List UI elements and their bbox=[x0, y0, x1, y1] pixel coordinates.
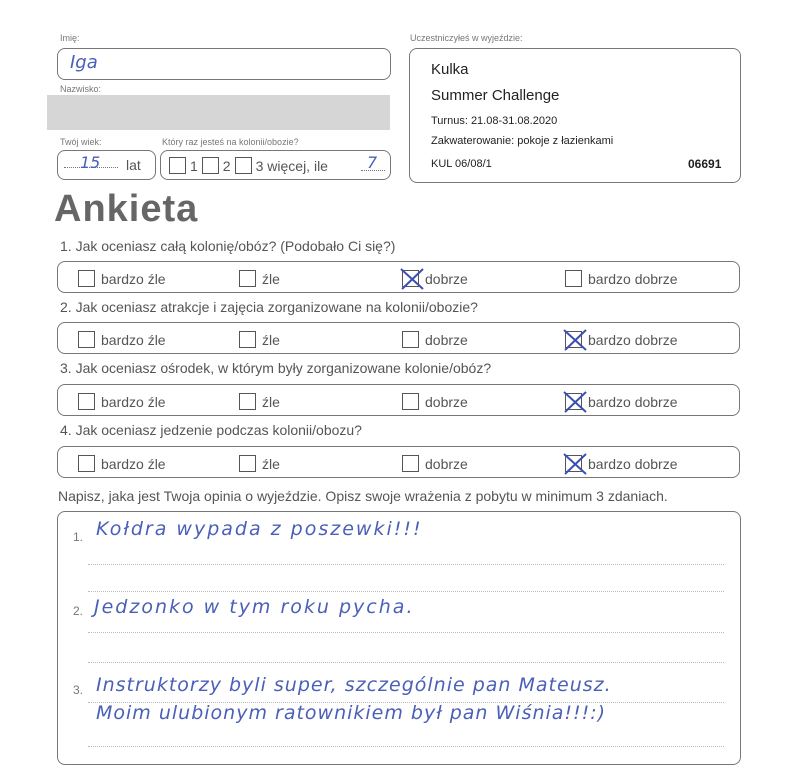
q1-option-4[interactable] bbox=[565, 270, 678, 287]
name-value: Iga bbox=[70, 52, 98, 73]
survey-title: Ankieta bbox=[54, 188, 199, 230]
answer-3-line-2: Moim ulubionym ratownikiem był pan Wiśnia!!!:) bbox=[96, 702, 607, 724]
name-label: Imię: bbox=[60, 33, 80, 43]
checkmark-x-icon bbox=[562, 390, 588, 414]
trip-code: KUL 06/08/1 bbox=[431, 158, 492, 170]
surname-redaction bbox=[47, 95, 390, 130]
question-3: 3. Jak oceniasz ośrodek, w którym były zorganizowane kolonie/obóz? bbox=[60, 360, 492, 376]
age-label: Twój wiek: bbox=[60, 137, 102, 147]
q3-option-3-label: dobrze bbox=[425, 393, 468, 410]
q3-checkbox-2[interactable] bbox=[239, 393, 256, 410]
q4-option-2-label: źle bbox=[262, 455, 280, 472]
q2-checkbox-1[interactable] bbox=[78, 331, 95, 348]
question-4: 4. Jak oceniasz jedzenie podczas kolonii/obozu? bbox=[60, 422, 362, 438]
times-checkbox-3[interactable] bbox=[235, 157, 252, 174]
writing-line bbox=[88, 662, 724, 663]
answer-number-1: 1. bbox=[73, 530, 84, 544]
times-opt1-label: 1 bbox=[190, 157, 198, 174]
q1-option-1[interactable] bbox=[78, 270, 166, 287]
trip-label: Uczestniczyłeś w wyjeździe: bbox=[410, 33, 523, 43]
writing-line bbox=[88, 591, 724, 592]
q4-option-2[interactable] bbox=[239, 455, 280, 472]
q4-checkbox-2[interactable] bbox=[239, 455, 256, 472]
answer-number-2: 2. bbox=[73, 604, 84, 618]
q2-option-1-label: bardzo źle bbox=[101, 331, 166, 348]
q1-option-2-label: źle bbox=[262, 270, 280, 287]
q2-option-1[interactable] bbox=[78, 331, 166, 348]
q4-checkbox-4-checked[interactable] bbox=[565, 455, 582, 472]
checkmark-x-icon bbox=[399, 267, 425, 291]
q3-checkbox-4-checked[interactable] bbox=[565, 393, 582, 410]
q2-option-4-label: bardzo dobrze bbox=[588, 331, 678, 348]
trip-name-2: Summer Challenge bbox=[431, 87, 560, 104]
trip-number: 06691 bbox=[688, 157, 722, 171]
times-label: Który raz jesteś na kolonii/obozie? bbox=[162, 137, 299, 147]
q4-option-4-label: bardzo dobrze bbox=[588, 455, 678, 472]
q2-option-3[interactable] bbox=[402, 331, 468, 348]
rating-row-1 bbox=[57, 261, 740, 293]
writing-line bbox=[88, 564, 724, 565]
name-field[interactable] bbox=[57, 48, 391, 80]
rating-row-4 bbox=[57, 446, 740, 478]
rating-row-3 bbox=[57, 384, 740, 416]
q4-checkbox-3[interactable] bbox=[402, 455, 419, 472]
q2-option-2-label: źle bbox=[262, 331, 280, 348]
writing-line bbox=[88, 746, 724, 747]
q3-option-4-label: bardzo dobrze bbox=[588, 393, 678, 410]
q3-checkbox-3[interactable] bbox=[402, 393, 419, 410]
times-field[interactable] bbox=[160, 150, 391, 180]
trip-accommodation: Zakwaterowanie: pokoje z łazienkami bbox=[431, 135, 614, 147]
q4-checkbox-1[interactable] bbox=[78, 455, 95, 472]
q3-option-4[interactable] bbox=[565, 393, 678, 410]
q2-checkbox-2[interactable] bbox=[239, 331, 256, 348]
q1-option-2[interactable] bbox=[239, 270, 280, 287]
times-count: 7 bbox=[367, 153, 378, 172]
q1-checkbox-4[interactable] bbox=[565, 270, 582, 287]
q3-option-1[interactable] bbox=[78, 393, 166, 410]
q1-option-1-label: bardzo źle bbox=[101, 270, 166, 287]
age-field[interactable] bbox=[57, 150, 156, 180]
opinion-box[interactable] bbox=[57, 511, 741, 765]
q4-option-1-label: bardzo źle bbox=[101, 455, 166, 472]
q1-checkbox-3-checked[interactable] bbox=[402, 270, 419, 287]
q4-option-4[interactable] bbox=[565, 455, 678, 472]
trip-info-box bbox=[409, 48, 741, 183]
q3-option-3[interactable] bbox=[402, 393, 468, 410]
checkmark-x-icon bbox=[562, 328, 588, 352]
question-1: 1. Jak oceniasz całą kolonię/obóz? (Podobało Ci się?) bbox=[60, 238, 396, 254]
trip-name-1: Kulka bbox=[431, 61, 469, 78]
q4-option-3-label: dobrze bbox=[425, 455, 468, 472]
q3-option-1-label: bardzo źle bbox=[101, 393, 166, 410]
q1-checkbox-1[interactable] bbox=[78, 270, 95, 287]
answer-2: Jedzonko w tym roku pycha. bbox=[94, 596, 415, 618]
answer-1: Kołdra wypada z poszewki!!! bbox=[96, 518, 423, 540]
q1-checkbox-2[interactable] bbox=[239, 270, 256, 287]
age-value: 15 bbox=[80, 153, 101, 172]
q1-option-4-label: bardzo dobrze bbox=[588, 270, 678, 287]
times-checkbox-1[interactable] bbox=[169, 157, 186, 174]
writing-line bbox=[88, 632, 724, 633]
rating-row-2 bbox=[57, 322, 740, 354]
q1-option-3[interactable] bbox=[402, 270, 468, 287]
times-options bbox=[169, 157, 328, 174]
q2-option-2[interactable] bbox=[239, 331, 280, 348]
opinion-prompt: Napisz, jaka jest Twoja opinia o wyjeździe. Opisz swoje wrażenia z pobytu w minimum 3 zdaniach. bbox=[58, 488, 668, 504]
q1-option-3-label: dobrze bbox=[425, 270, 468, 287]
checkmark-x-icon bbox=[562, 452, 588, 476]
q2-option-4[interactable] bbox=[565, 331, 678, 348]
q4-option-3[interactable] bbox=[402, 455, 468, 472]
times-opt3-label: 3 więcej, ile bbox=[255, 157, 328, 174]
q4-option-1[interactable] bbox=[78, 455, 166, 472]
surname-label: Nazwisko: bbox=[60, 84, 102, 94]
question-2: 2. Jak oceniasz atrakcje i zajęcia zorganizowane na kolonii/obozie? bbox=[60, 299, 478, 315]
q3-checkbox-1[interactable] bbox=[78, 393, 95, 410]
age-unit: lat bbox=[126, 157, 141, 173]
q3-option-2[interactable] bbox=[239, 393, 280, 410]
answer-number-3: 3. bbox=[73, 683, 84, 697]
q2-option-3-label: dobrze bbox=[425, 331, 468, 348]
trip-turnus: Turnus: 21.08-31.08.2020 bbox=[431, 115, 558, 127]
q3-option-2-label: źle bbox=[262, 393, 280, 410]
answer-3-line-1: Instruktorzy byli super, szczególnie pan Mateusz. bbox=[96, 674, 612, 696]
times-checkbox-2[interactable] bbox=[202, 157, 219, 174]
q2-checkbox-4-checked[interactable] bbox=[565, 331, 582, 348]
q2-checkbox-3[interactable] bbox=[402, 331, 419, 348]
times-opt2-label: 2 bbox=[222, 157, 231, 174]
